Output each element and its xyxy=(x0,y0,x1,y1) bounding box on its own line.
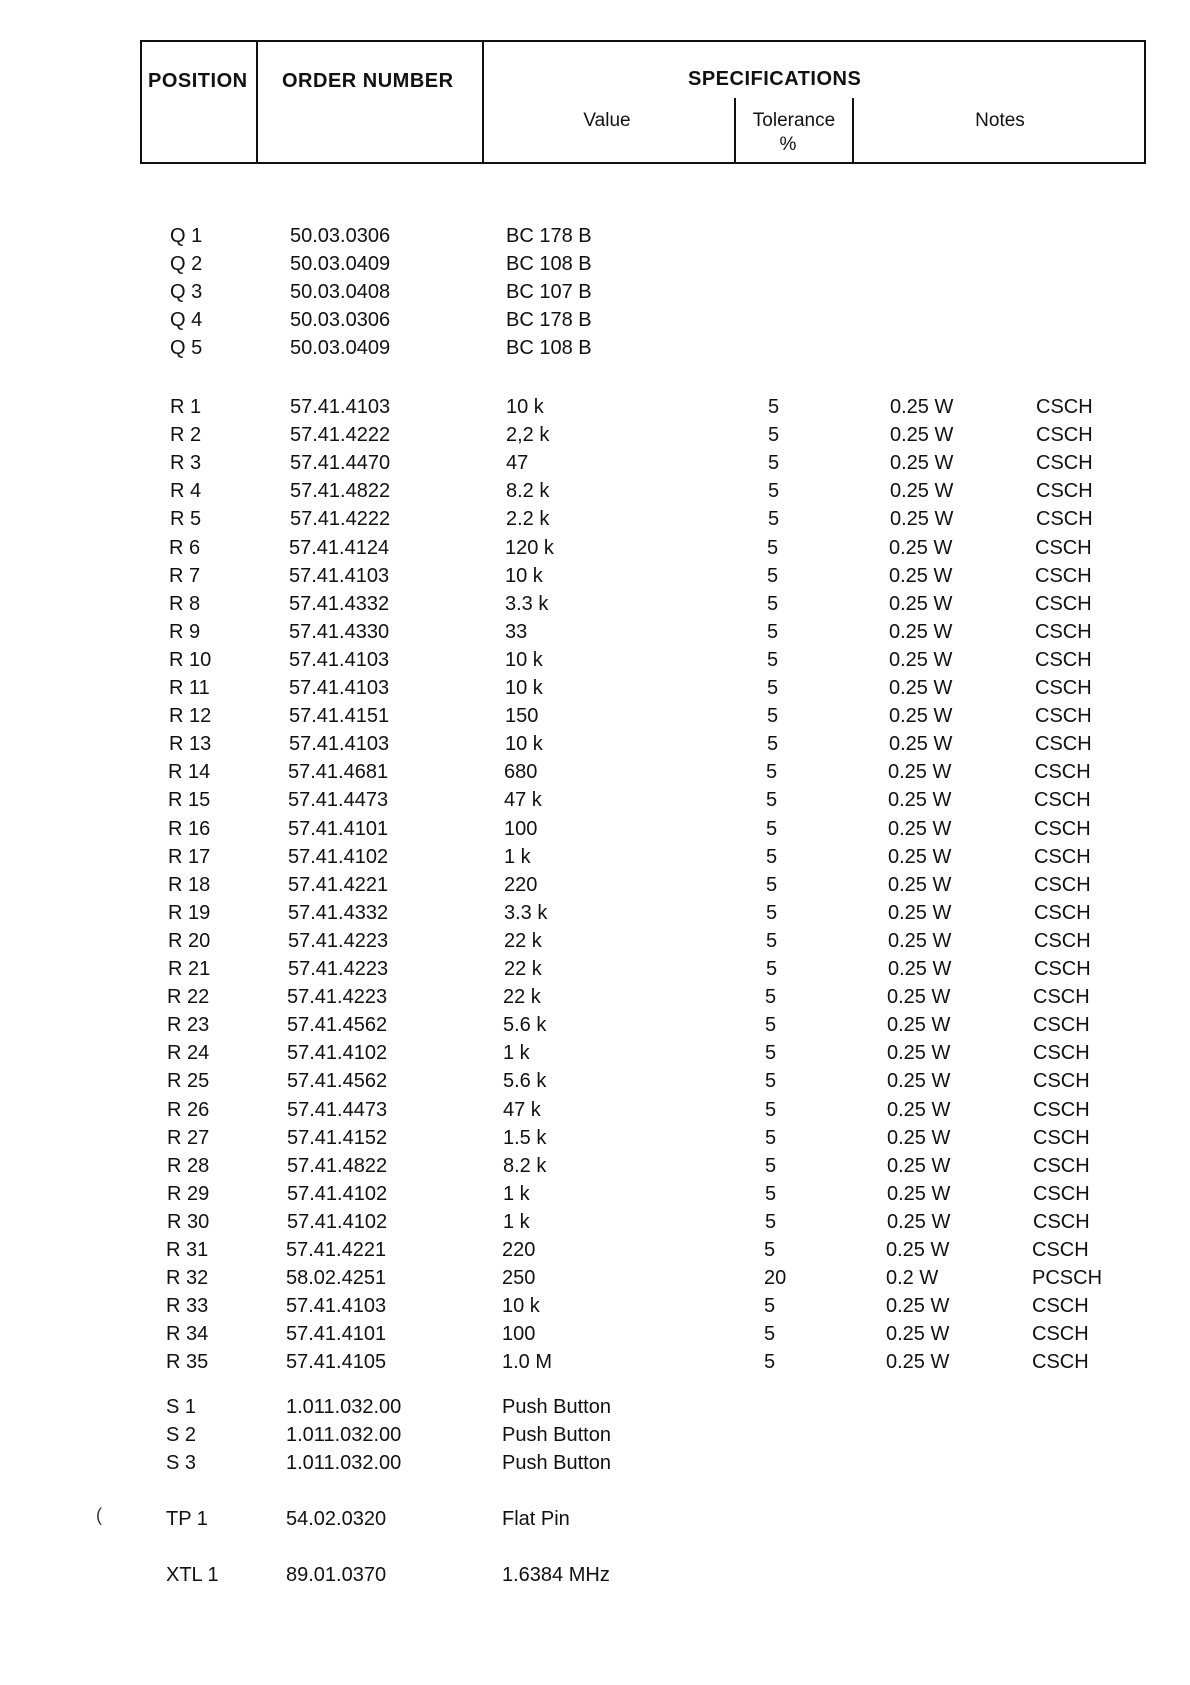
power-cell: 0.25 W xyxy=(889,733,953,756)
table-row xyxy=(0,1155,1190,1183)
table-row xyxy=(0,846,1190,874)
table-row xyxy=(0,733,1190,761)
table-row xyxy=(0,1070,1190,1098)
position-cell: S 2 xyxy=(166,1424,197,1447)
position-cell: R 1 xyxy=(170,396,202,418)
position-cell: R 33 xyxy=(166,1295,209,1318)
table-row xyxy=(0,281,1190,309)
position-cell: R 26 xyxy=(167,1098,210,1121)
power-cell: 0.25 W xyxy=(887,1042,951,1065)
power-cell: 0.25 W xyxy=(890,424,954,447)
order-number-cell: 57.41.4103 xyxy=(290,396,391,418)
value-cell: 220 xyxy=(504,873,538,896)
type-cell: CSCH xyxy=(1033,1098,1090,1121)
value-cell: 8.2 k xyxy=(506,480,550,503)
power-cell: 0.25 W xyxy=(887,1098,951,1121)
type-cell: CSCH xyxy=(1035,733,1092,756)
position-cell: TP 1 xyxy=(166,1508,208,1530)
order-number-cell: 57.41.4222 xyxy=(290,424,391,447)
type-cell: CSCH xyxy=(1034,845,1091,868)
position-cell: R 31 xyxy=(166,1239,209,1261)
order-number-cell: 57.41.4101 xyxy=(288,817,389,840)
type-cell: CSCH xyxy=(1034,958,1091,980)
type-cell: CSCH xyxy=(1033,1210,1090,1233)
type-cell: CSCH xyxy=(1033,1014,1090,1037)
order-number-cell: 54.02.0320 xyxy=(286,1508,387,1530)
tolerance-cell: 5 xyxy=(767,705,779,728)
tolerance-cell: 5 xyxy=(764,1351,776,1374)
header-tolerance: Tolerance xyxy=(752,110,836,131)
position-cell: R 14 xyxy=(168,761,211,784)
table-row xyxy=(0,1014,1190,1042)
position-cell: R 24 xyxy=(167,1042,210,1065)
position-cell: R 18 xyxy=(168,873,211,896)
table-row xyxy=(0,480,1190,508)
order-number-cell: 57.41.4332 xyxy=(289,592,390,615)
power-cell: 0.25 W xyxy=(887,1210,951,1233)
table-row xyxy=(0,649,1190,677)
tolerance-cell: 5 xyxy=(766,789,778,812)
table-row xyxy=(0,705,1190,733)
type-cell: CSCH xyxy=(1035,536,1092,559)
type-cell: CSCH xyxy=(1035,705,1092,728)
tolerance-cell: 5 xyxy=(764,1239,776,1261)
order-number-cell: 57.41.4681 xyxy=(288,761,389,784)
power-cell: 0.25 W xyxy=(888,761,952,784)
position-cell: R 10 xyxy=(169,648,212,671)
value-cell: 250 xyxy=(502,1267,536,1290)
table-row xyxy=(0,508,1190,536)
position-cell: R 25 xyxy=(167,1070,210,1093)
order-number-cell: 57.41.4102 xyxy=(287,1210,388,1233)
type-cell: CSCH xyxy=(1035,620,1092,643)
value-cell: BC 107 B xyxy=(506,281,592,304)
table-row xyxy=(0,677,1190,705)
position-cell: R 16 xyxy=(168,817,211,840)
table-row xyxy=(0,818,1190,846)
power-cell: 0.25 W xyxy=(888,929,952,952)
order-number-cell: 57.41.4473 xyxy=(288,789,389,812)
type-cell: CSCH xyxy=(1034,901,1091,924)
type-cell: CSCH xyxy=(1036,480,1093,503)
order-number-cell: 50.03.0306 xyxy=(290,225,391,247)
position-cell: R 20 xyxy=(168,929,211,952)
order-number-cell: 57.41.4103 xyxy=(289,677,390,699)
table-row xyxy=(0,337,1190,365)
power-cell: 0.25 W xyxy=(888,845,952,868)
table-row xyxy=(0,902,1190,930)
type-cell: CSCH xyxy=(1034,761,1091,784)
table-row xyxy=(0,621,1190,649)
table-row xyxy=(0,309,1190,337)
table-row xyxy=(0,1239,1190,1267)
order-number-cell: 50.03.0306 xyxy=(290,309,391,332)
position-cell: R 21 xyxy=(168,958,211,980)
position-cell: XTL 1 xyxy=(166,1564,219,1586)
order-number-cell: 57.41.4221 xyxy=(286,1239,387,1261)
position-cell: R 35 xyxy=(166,1351,209,1374)
power-cell: 0.25 W xyxy=(890,396,954,418)
position-cell: R 7 xyxy=(169,564,201,587)
value-cell: 47 k xyxy=(503,1098,541,1121)
value-cell: 8.2 k xyxy=(503,1154,547,1177)
position-cell: R 11 xyxy=(169,677,210,699)
value-cell: BC 108 B xyxy=(506,337,592,360)
value-cell: 5.6 k xyxy=(503,1070,547,1093)
tolerance-cell: 5 xyxy=(768,508,780,531)
tolerance-cell: 5 xyxy=(766,929,778,952)
table-row xyxy=(0,1211,1190,1239)
table-row xyxy=(0,930,1190,958)
power-cell: 0.25 W xyxy=(887,1126,951,1149)
value-cell: Flat Pin xyxy=(502,1508,570,1530)
table-row xyxy=(0,565,1190,593)
type-cell: CSCH xyxy=(1032,1239,1089,1261)
type-cell: CSCH xyxy=(1035,564,1092,587)
power-cell: 0.25 W xyxy=(890,480,954,503)
tolerance-cell: 5 xyxy=(767,564,779,587)
value-cell: 22 k xyxy=(504,929,542,952)
type-cell: CSCH xyxy=(1034,873,1091,896)
value-cell: 22 k xyxy=(503,986,541,1009)
position-cell: R 34 xyxy=(166,1323,209,1346)
position-cell: R 23 xyxy=(167,1014,210,1037)
order-number-cell: 57.41.4103 xyxy=(289,648,390,671)
position-cell: R 4 xyxy=(170,480,202,503)
order-number-cell: 50.03.0409 xyxy=(290,253,391,276)
tolerance-cell: 5 xyxy=(764,1323,776,1346)
tolerance-cell: 5 xyxy=(767,677,779,699)
tolerance-cell: 5 xyxy=(766,761,778,784)
value-cell: Push Button xyxy=(502,1396,611,1418)
power-cell: 0.25 W xyxy=(888,901,952,924)
tolerance-cell: 5 xyxy=(765,1154,777,1177)
position-cell: Q 5 xyxy=(170,337,203,360)
value-cell: 47 k xyxy=(504,789,542,812)
tolerance-cell: 5 xyxy=(768,452,780,475)
type-cell: CSCH xyxy=(1035,677,1092,699)
tolerance-cell: 5 xyxy=(767,592,779,615)
table-row xyxy=(0,1183,1190,1211)
tolerance-cell: 5 xyxy=(768,480,780,503)
power-cell: 0.25 W xyxy=(888,789,952,812)
position-cell: S 1 xyxy=(166,1396,197,1418)
table-row xyxy=(0,1295,1190,1323)
table-row xyxy=(0,789,1190,817)
order-number-cell: 57.41.4103 xyxy=(289,564,390,587)
value-cell: 100 xyxy=(504,817,538,840)
position-cell: R 22 xyxy=(167,986,210,1009)
table-row xyxy=(0,396,1190,424)
position-cell: R 30 xyxy=(167,1210,210,1233)
tolerance-cell: 5 xyxy=(766,873,778,896)
order-number-cell: 57.41.4124 xyxy=(289,536,390,559)
order-number-cell: 57.41.4102 xyxy=(287,1042,388,1065)
table-row xyxy=(0,986,1190,1014)
type-cell: CSCH xyxy=(1033,986,1090,1009)
type-cell: CSCH xyxy=(1036,452,1093,475)
table-row xyxy=(0,1042,1190,1070)
tolerance-cell: 5 xyxy=(767,733,779,756)
type-cell: CSCH xyxy=(1034,929,1091,952)
value-cell: 1 k xyxy=(503,1042,530,1065)
table-row xyxy=(0,1508,1190,1536)
order-number-cell: 57.41.4103 xyxy=(286,1295,387,1318)
power-cell: 0.25 W xyxy=(889,705,953,728)
order-number-cell: 50.03.0408 xyxy=(290,281,391,304)
table-row xyxy=(0,1323,1190,1351)
type-cell: CSCH xyxy=(1032,1323,1089,1346)
type-cell: CSCH xyxy=(1036,424,1093,447)
value-cell: 120 k xyxy=(505,536,554,559)
table-row xyxy=(0,225,1190,253)
value-cell: 10 k xyxy=(505,677,543,699)
type-cell: CSCH xyxy=(1032,1351,1089,1374)
value-cell: 150 xyxy=(505,705,539,728)
value-cell: 47 xyxy=(506,452,529,475)
type-cell: CSCH xyxy=(1035,592,1092,615)
type-cell: PCSCH xyxy=(1032,1267,1103,1290)
value-cell: 10 k xyxy=(506,396,544,418)
order-number-cell: 57.41.4102 xyxy=(288,845,389,868)
type-cell: CSCH xyxy=(1036,508,1093,531)
value-cell: 1 k xyxy=(503,1182,530,1205)
order-number-cell: 57.41.4223 xyxy=(288,929,389,952)
tolerance-cell: 5 xyxy=(765,1070,777,1093)
position-cell: R 32 xyxy=(166,1267,209,1290)
type-cell: CSCH xyxy=(1034,789,1091,812)
value-cell: 10 k xyxy=(502,1295,540,1318)
value-cell: 33 xyxy=(505,620,528,643)
tolerance-cell: 5 xyxy=(765,1126,777,1149)
order-number-cell: 57.41.4470 xyxy=(290,452,391,475)
tolerance-cell: 5 xyxy=(765,986,777,1009)
value-cell: 1.0 M xyxy=(502,1351,553,1374)
position-cell: R 6 xyxy=(169,536,201,559)
header-notes: Notes xyxy=(975,110,1025,131)
power-cell: 0.25 W xyxy=(889,648,953,671)
position-cell: R 9 xyxy=(169,620,201,643)
table-row xyxy=(0,1564,1190,1592)
value-cell: 10 k xyxy=(505,648,543,671)
order-number-cell: 57.41.4152 xyxy=(287,1126,388,1149)
value-cell: 680 xyxy=(504,761,538,784)
type-cell: CSCH xyxy=(1035,648,1092,671)
value-cell: 3.3 k xyxy=(504,901,548,924)
position-cell: R 13 xyxy=(169,733,212,756)
tolerance-cell: 5 xyxy=(765,1042,777,1065)
header-tolerance-unit: % xyxy=(779,134,797,155)
tolerance-cell: 20 xyxy=(764,1267,787,1290)
power-cell: 0.25 W xyxy=(887,1070,951,1093)
value-cell: 10 k xyxy=(505,564,543,587)
value-cell: 1.5 k xyxy=(503,1126,547,1149)
power-cell: 0.25 W xyxy=(890,452,954,475)
power-cell: 0.25 W xyxy=(886,1323,950,1346)
order-number-cell: 57.41.4330 xyxy=(289,620,390,643)
position-cell: R 3 xyxy=(170,452,202,475)
order-number-cell: 57.41.4822 xyxy=(290,480,391,503)
tolerance-cell: 5 xyxy=(767,620,779,643)
tolerance-cell: 5 xyxy=(767,648,779,671)
tolerance-cell: 5 xyxy=(766,901,778,924)
table-row xyxy=(0,452,1190,480)
tolerance-cell: 5 xyxy=(765,1098,777,1121)
order-number-cell: 57.41.4332 xyxy=(288,901,389,924)
table-row xyxy=(0,593,1190,621)
power-cell: 0.25 W xyxy=(888,958,952,980)
tolerance-cell: 5 xyxy=(768,396,780,418)
header-order-number: ORDER NUMBER xyxy=(282,70,454,92)
tolerance-cell: 5 xyxy=(765,1014,777,1037)
power-cell: 0.25 W xyxy=(887,1014,951,1037)
order-number-cell: 50.03.0409 xyxy=(290,337,391,360)
value-cell: 1.6384 MHz xyxy=(502,1564,610,1586)
value-cell: 2,2 k xyxy=(506,424,550,447)
power-cell: 0.25 W xyxy=(887,986,951,1009)
position-cell: R 19 xyxy=(168,901,211,924)
position-cell: R 17 xyxy=(168,845,211,868)
power-cell: 0.25 W xyxy=(889,592,953,615)
order-number-cell: 57.41.4223 xyxy=(288,958,389,980)
power-cell: 0.25 W xyxy=(887,1154,951,1177)
value-cell: Push Button xyxy=(502,1452,611,1475)
type-cell: CSCH xyxy=(1033,1154,1090,1177)
table-row xyxy=(0,1424,1190,1452)
table-row xyxy=(0,761,1190,789)
value-cell: Push Button xyxy=(502,1424,611,1447)
type-cell: CSCH xyxy=(1036,396,1093,418)
table-row xyxy=(0,958,1190,986)
power-cell: 0.25 W xyxy=(887,1182,951,1205)
position-cell: R 28 xyxy=(167,1154,210,1177)
position-cell: Q 2 xyxy=(170,253,203,276)
position-cell: R 29 xyxy=(167,1182,210,1205)
power-cell: 0.25 W xyxy=(889,677,953,699)
table-row xyxy=(0,1127,1190,1155)
order-number-cell: 57.41.4101 xyxy=(286,1323,387,1346)
order-number-cell: 57.41.4562 xyxy=(287,1070,388,1093)
position-cell: Q 1 xyxy=(170,225,203,247)
order-number-cell: 57.41.4223 xyxy=(287,986,388,1009)
power-cell: 0.25 W xyxy=(889,620,953,643)
power-cell: 0.25 W xyxy=(889,564,953,587)
value-cell: BC 178 B xyxy=(506,225,592,247)
tolerance-cell: 5 xyxy=(766,817,778,840)
value-cell: 1 k xyxy=(503,1210,530,1233)
table-row xyxy=(0,874,1190,902)
value-cell: 100 xyxy=(502,1323,536,1346)
position-cell: Q 4 xyxy=(170,309,203,332)
type-cell: CSCH xyxy=(1032,1295,1089,1318)
margin-mark: ( xyxy=(96,1505,102,1525)
table-row xyxy=(0,1452,1190,1480)
order-number-cell: 57.41.4221 xyxy=(288,873,389,896)
tolerance-cell: 5 xyxy=(768,424,780,447)
position-cell: R 12 xyxy=(169,705,212,728)
order-number-cell: 1.011.032.00 xyxy=(286,1424,402,1447)
value-cell: 1 k xyxy=(504,845,531,868)
position-cell: R 8 xyxy=(169,592,201,615)
type-cell: CSCH xyxy=(1033,1182,1090,1205)
power-cell: 0.25 W xyxy=(888,817,952,840)
order-number-cell: 57.41.4222 xyxy=(290,508,391,531)
type-cell: CSCH xyxy=(1034,817,1091,840)
power-cell: 0.25 W xyxy=(888,873,952,896)
power-cell: 0.25 W xyxy=(890,508,954,531)
value-cell: 2.2 k xyxy=(506,508,550,531)
position-cell: R 27 xyxy=(167,1126,210,1149)
order-number-cell: 58.02.4251 xyxy=(286,1267,387,1290)
power-cell: 0.2 W xyxy=(886,1267,939,1290)
header-value: Value xyxy=(583,110,631,131)
position-cell: R 15 xyxy=(168,789,211,812)
order-number-cell: 57.41.4562 xyxy=(287,1014,388,1037)
value-cell: BC 108 B xyxy=(506,253,592,276)
table-row xyxy=(0,1099,1190,1127)
type-cell: CSCH xyxy=(1033,1042,1090,1065)
table-row xyxy=(0,424,1190,452)
table-row xyxy=(0,1396,1190,1424)
value-cell: 3.3 k xyxy=(505,592,549,615)
value-cell: BC 178 B xyxy=(506,309,592,332)
order-number-cell: 1.011.032.00 xyxy=(286,1452,402,1475)
table-row xyxy=(0,1351,1190,1379)
power-cell: 0.25 W xyxy=(886,1295,950,1318)
order-number-cell: 57.41.4822 xyxy=(287,1154,388,1177)
position-cell: Q 3 xyxy=(170,281,203,304)
position-cell: R 2 xyxy=(170,424,202,447)
tolerance-cell: 5 xyxy=(765,1210,777,1233)
type-cell: CSCH xyxy=(1033,1070,1090,1093)
position-cell: S 3 xyxy=(166,1452,197,1475)
value-cell: 220 xyxy=(502,1239,536,1261)
header-specifications: SPECIFICATIONS xyxy=(688,68,862,90)
order-number-cell: 1.011.032.00 xyxy=(286,1396,402,1418)
order-number-cell: 57.41.4103 xyxy=(289,733,390,756)
order-number-cell: 57.41.4473 xyxy=(287,1098,388,1121)
position-cell: R 5 xyxy=(170,508,202,531)
header-position: POSITION xyxy=(148,70,248,92)
power-cell: 0.25 W xyxy=(886,1351,950,1374)
value-cell: 10 k xyxy=(505,733,543,756)
tolerance-cell: 5 xyxy=(766,845,778,868)
power-cell: 0.25 W xyxy=(889,536,953,559)
tolerance-cell: 5 xyxy=(765,1182,777,1205)
power-cell: 0.25 W xyxy=(886,1239,950,1261)
order-number-cell: 89.01.0370 xyxy=(286,1564,387,1586)
value-cell: 22 k xyxy=(504,958,542,980)
tolerance-cell: 5 xyxy=(764,1295,776,1318)
tolerance-cell: 5 xyxy=(766,958,778,980)
tolerance-cell: 5 xyxy=(767,536,779,559)
order-number-cell: 57.41.4151 xyxy=(289,705,390,728)
value-cell: 5.6 k xyxy=(503,1014,547,1037)
order-number-cell: 57.41.4105 xyxy=(286,1351,387,1374)
order-number-cell: 57.41.4102 xyxy=(287,1182,388,1205)
table-row xyxy=(0,253,1190,281)
type-cell: CSCH xyxy=(1033,1126,1090,1149)
table-row xyxy=(0,1267,1190,1295)
table-row xyxy=(0,537,1190,565)
